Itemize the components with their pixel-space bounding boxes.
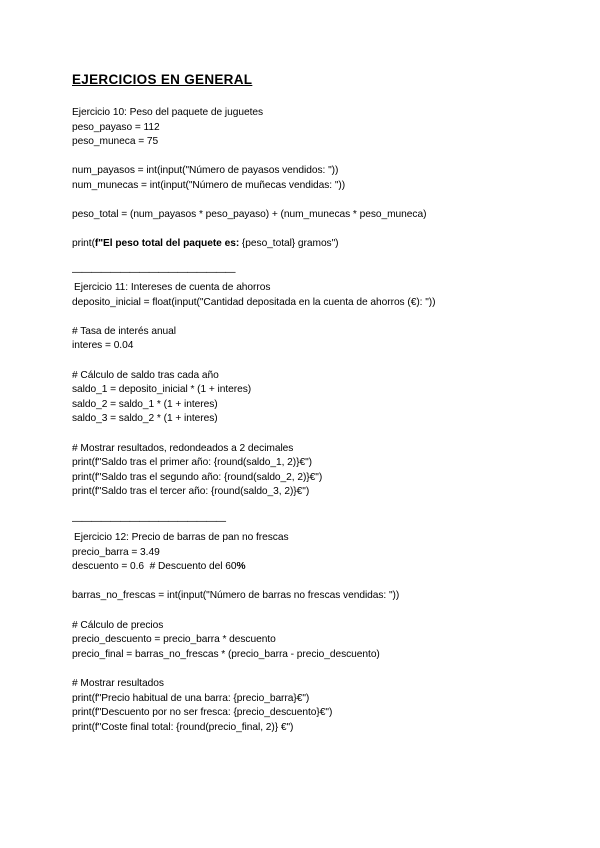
code-fragment: descuento = 0.6 # Descuento del 60 xyxy=(72,561,237,573)
exercise-10-block xyxy=(72,106,426,252)
code-line: saldo_1 = deposito_inicial * (1 + interes) xyxy=(72,384,252,396)
code-line: precio_final = barras_no_frescas * (precio_barra - precio_descuento) xyxy=(72,648,380,660)
page-title: EJERCICIOS EN GENERAL xyxy=(72,72,253,87)
code-line-print-total xyxy=(72,237,426,252)
code-line: print(f"Coste final total: {round(precio_final, 2)} €") xyxy=(72,721,294,733)
code-line: print(f"Saldo tras el primer año: {round(saldo_1, 2)}€") xyxy=(72,457,313,469)
code-line: print(f"Saldo tras el segundo año: {round(saldo_2, 2)}€") xyxy=(72,471,323,483)
exercise-10-heading: Ejercicio 10: Peso del paquete de juguetes xyxy=(72,107,264,118)
code-fragment: {peso_total} gramos") xyxy=(239,238,339,250)
code-fragment: print( xyxy=(72,238,95,250)
code-line: deposito_inicial = float(input("Cantidad depositada en la cuenta de ahorros (€): ")) xyxy=(72,296,436,308)
exercise-11-heading: Ejercicio 11: Intereses de cuenta de ahorros xyxy=(74,282,271,293)
code-line: peso_payaso = 112 xyxy=(72,121,160,133)
separator-2 xyxy=(72,515,225,530)
exercise-12-block xyxy=(72,531,399,735)
code-comment: # Tasa de interés anual xyxy=(72,325,177,337)
separator-line: ————————————————— xyxy=(72,267,235,278)
code-line: precio_barra = 3.49 xyxy=(72,546,160,558)
blank-line xyxy=(72,575,399,590)
blank-line xyxy=(72,150,426,165)
bold-fragment: % xyxy=(236,561,246,573)
separator-line: ———————————————— xyxy=(72,516,226,527)
code-comment: # Cálculo de saldo tras cada año xyxy=(72,369,219,381)
code-line: saldo_3 = saldo_2 * (1 + interes) xyxy=(72,413,218,425)
code-line: barras_no_frescas = int(input("Número de barras no frescas vendidas: ")) xyxy=(72,590,400,602)
code-line: saldo_2 = saldo_1 * (1 + interes) xyxy=(72,398,218,410)
blank-line xyxy=(72,604,399,619)
code-comment: # Cálculo de precios xyxy=(72,619,164,631)
bold-fragment: f"El peso total del paquete es: xyxy=(94,238,240,250)
code-line: interes = 0.04 xyxy=(72,340,134,352)
code-line-descuento xyxy=(72,560,399,575)
code-line: num_payasos = int(input("Número de payasos vendidos: ")) xyxy=(72,165,339,177)
blank-line xyxy=(72,662,399,677)
code-line: print(f"Saldo tras el tercer año: {round(saldo_3, 2)}€") xyxy=(72,486,310,498)
blank-line xyxy=(72,223,426,238)
exercise-11-block xyxy=(72,281,436,500)
blank-line xyxy=(72,427,436,442)
exercise-12-heading: Ejercicio 12: Precio de barras de pan no frescas xyxy=(74,532,289,543)
code-line: print(f"Precio habitual de una barra: {precio_barra}€") xyxy=(72,692,310,704)
code-comment: # Mostrar resultados, redondeados a 2 decimales xyxy=(72,442,294,454)
code-line: peso_total = (num_payasos * peso_payaso) + (num_munecas * peso_muneca) xyxy=(72,209,427,221)
separator-1 xyxy=(72,266,235,281)
code-line: print(f"Descuento por no ser fresca: {precio_descuento}€") xyxy=(72,707,333,719)
code-line: precio_descuento = precio_barra * descuento xyxy=(72,634,276,646)
blank-line xyxy=(72,310,436,325)
blank-line xyxy=(72,354,436,369)
blank-line xyxy=(72,194,426,209)
code-comment: # Mostrar resultados xyxy=(72,677,164,689)
code-line: peso_muneca = 75 xyxy=(72,136,159,148)
code-line: num_munecas = int(input("Número de muñecas vendidas: ")) xyxy=(72,179,346,191)
